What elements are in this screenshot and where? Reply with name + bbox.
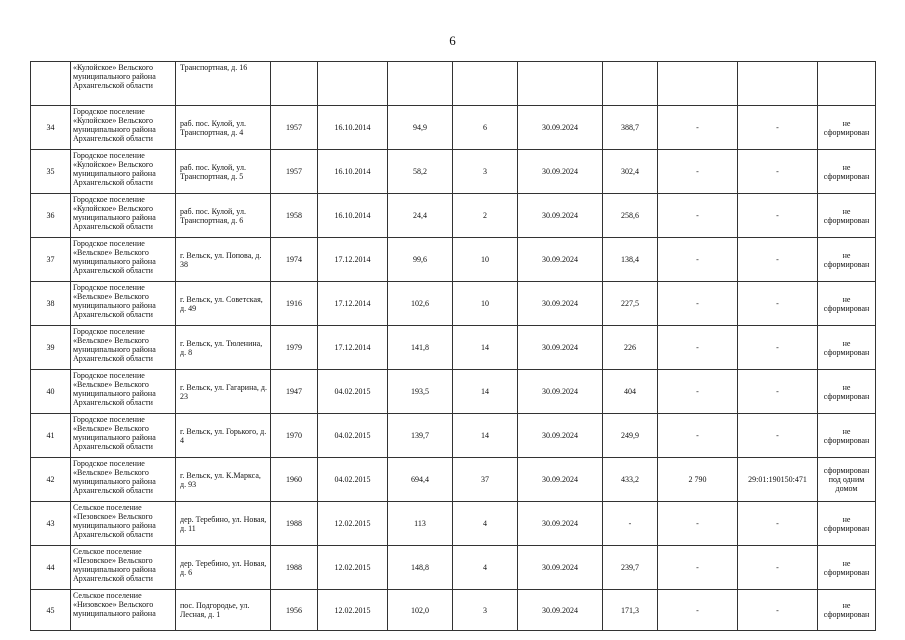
cell-address: г. Вельск, ул. Советская, д. 49 [176,282,271,326]
table-row [31,414,876,458]
cell-people: 6 [453,106,518,150]
cell-settlement: Городское поселение «Вельское» Вельского муниципального района Архангельской области [71,370,176,414]
cell-people: 4 [453,502,518,546]
cell-area: 99,6 [388,238,453,282]
cell-cost: 302,4 [603,150,658,194]
cell-land-area: - [658,106,738,150]
cell-cost: 227,5 [603,282,658,326]
cell-people: 3 [453,590,518,631]
cell-no: 36 [31,194,71,238]
cell-people [453,62,518,106]
cell-land-area: - [658,282,738,326]
cell-area: 694,4 [388,458,453,502]
cell-year: 1988 [271,546,318,590]
cell-year: 1979 [271,326,318,370]
cell-settlement: Городское поселение «Кулойское» Вельского муниципального района Архангельской области [71,194,176,238]
cell-status: не сформирован [818,238,876,282]
cell-cadastral [738,62,818,106]
cell-land-area: - [658,238,738,282]
cell-people: 3 [453,150,518,194]
cell-no: 45 [31,590,71,631]
cell-status: не сформирован [818,414,876,458]
cell-no: 34 [31,106,71,150]
cell-status: не сформирован [818,546,876,590]
cell-date2: 30.09.2024 [518,414,603,458]
cell-settlement: Сельское поселение «Низовское» Вельского муниципального района [71,590,176,631]
cell-no: 39 [31,326,71,370]
cell-date1: 16.10.2014 [318,106,388,150]
cell-address: дер. Теребино, ул. Новая, д. 6 [176,546,271,590]
cell-people: 14 [453,370,518,414]
cell-cadastral: 29:01:190150:471 [738,458,818,502]
cell-address: дер. Теребино, ул. Новая, д. 11 [176,502,271,546]
cell-no: 41 [31,414,71,458]
table-row [31,194,876,238]
cell-address: г. Вельск, ул. Тюленина, д. 8 [176,326,271,370]
cell-land-area: - [658,370,738,414]
cell-date2: 30.09.2024 [518,502,603,546]
cell-cadastral: - [738,370,818,414]
cell-date1: 17.12.2014 [318,326,388,370]
cell-year: 1970 [271,414,318,458]
cell-year: 1947 [271,370,318,414]
cell-year: 1958 [271,194,318,238]
cell-settlement: «Кулойское» Вельского муниципального района Архангельской области [71,62,176,106]
cell-land-area: 2 790 [658,458,738,502]
table-row [31,370,876,414]
cell-cadastral: - [738,106,818,150]
cell-date1: 04.02.2015 [318,458,388,502]
table-body [31,62,876,631]
cell-cost: 138,4 [603,238,658,282]
cell-people: 10 [453,238,518,282]
cell-status: не сформирован [818,590,876,631]
cell-land-area: - [658,194,738,238]
table-row [31,546,876,590]
page-number: 6 [449,33,456,48]
cell-cost: - [603,502,658,546]
cell-cadastral: - [738,326,818,370]
cell-land-area: - [658,150,738,194]
cell-address: г. Вельск, ул. К.Маркса, д. 93 [176,458,271,502]
cell-date1: 12.02.2015 [318,546,388,590]
cell-land-area: - [658,502,738,546]
cell-land-area: - [658,326,738,370]
cell-cost [603,62,658,106]
table-row-continuation [31,62,876,106]
cell-date1: 16.10.2014 [318,150,388,194]
cell-no: 35 [31,150,71,194]
cell-date1: 12.02.2015 [318,590,388,631]
cell-people: 10 [453,282,518,326]
table-row [31,238,876,282]
cell-date1: 17.12.2014 [318,238,388,282]
cell-cadastral: - [738,282,818,326]
cell-year: 1960 [271,458,318,502]
cell-address: раб. пос. Кулой, ул. Транспортная, д. 6 [176,194,271,238]
cell-people: 14 [453,326,518,370]
cell-area: 113 [388,502,453,546]
cell-settlement: Городское поселение «Вельское» Вельского муниципального района Архангельской области [71,326,176,370]
cell-land-area: - [658,590,738,631]
cell-cadastral: - [738,194,818,238]
table-row [31,326,876,370]
cell-date1: 04.02.2015 [318,370,388,414]
cell-date2 [518,62,603,106]
table-row [31,458,876,502]
cell-cost: 171,3 [603,590,658,631]
cell-settlement: Городское поселение «Кулойское» Вельского муниципального района Архангельской области [71,150,176,194]
cell-address: раб. пос. Кулой, ул. Транспортная, д. 5 [176,150,271,194]
cell-status: не сформирован [818,150,876,194]
cell-cost: 249,9 [603,414,658,458]
cell-cadastral: - [738,414,818,458]
cell-date1: 16.10.2014 [318,194,388,238]
cell-people: 2 [453,194,518,238]
cell-year: 1957 [271,106,318,150]
cell-settlement: Городское поселение «Вельское» Вельского муниципального района Архангельской области [71,238,176,282]
cell-no: 43 [31,502,71,546]
cell-no: 44 [31,546,71,590]
cell-status: не сформирован [818,370,876,414]
cell-area: 58,2 [388,150,453,194]
cell-settlement: Городское поселение «Вельское» Вельского муниципального района Архангельской области [71,282,176,326]
cell-status: сформирован под одним домом [818,458,876,502]
cell-date2: 30.09.2024 [518,282,603,326]
cell-people: 37 [453,458,518,502]
cell-land-area: - [658,414,738,458]
cell-settlement: Сельское поселение «Пезовское» Вельского муниципального района Архангельской области [71,546,176,590]
cell-date2: 30.09.2024 [518,106,603,150]
cell-area: 139,7 [388,414,453,458]
cell-status [818,62,876,106]
table-row [31,150,876,194]
cell-area: 193,5 [388,370,453,414]
cell-year [271,62,318,106]
cell-address: Транспортная, д. 16 [176,62,271,106]
cell-address: пос. Подгородье, ул. Лесная, д. 1 [176,590,271,631]
cell-date1: 17.12.2014 [318,282,388,326]
cell-area [388,62,453,106]
cell-address: г. Вельск, ул. Попова, д. 38 [176,238,271,282]
cell-cost: 239,7 [603,546,658,590]
cell-cost: 433,2 [603,458,658,502]
cell-area: 94,9 [388,106,453,150]
cell-address: г. Вельск, ул. Горького, д. 4 [176,414,271,458]
cell-land-area: - [658,546,738,590]
cell-cost: 258,6 [603,194,658,238]
cell-area: 141,8 [388,326,453,370]
cell-no [31,62,71,106]
cell-no: 42 [31,458,71,502]
cell-status: не сформирован [818,194,876,238]
cell-no: 37 [31,238,71,282]
cell-date1 [318,62,388,106]
cell-date2: 30.09.2024 [518,370,603,414]
cell-date2: 30.09.2024 [518,326,603,370]
cell-address: г. Вельск, ул. Гагарина, д. 23 [176,370,271,414]
cell-area: 102,6 [388,282,453,326]
cell-date2: 30.09.2024 [518,546,603,590]
table-row [31,590,876,631]
cell-people: 14 [453,414,518,458]
cell-settlement: Городское поселение «Вельское» Вельского муниципального района Архангельской области [71,414,176,458]
cell-cadastral: - [738,546,818,590]
table-row [31,282,876,326]
cell-date1: 12.02.2015 [318,502,388,546]
cell-year: 1957 [271,150,318,194]
cell-cost: 404 [603,370,658,414]
cell-cadastral: - [738,238,818,282]
cell-year: 1916 [271,282,318,326]
cell-date2: 30.09.2024 [518,590,603,631]
cell-settlement: Сельское поселение «Пезовское» Вельского муниципального района Архангельской области [71,502,176,546]
cell-area: 102,0 [388,590,453,631]
cell-land-area [658,62,738,106]
cell-address: раб. пос. Кулой, ул. Транспортная, д. 4 [176,106,271,150]
cell-cadastral: - [738,150,818,194]
cell-status: не сформирован [818,282,876,326]
cell-year: 1956 [271,590,318,631]
cell-date2: 30.09.2024 [518,150,603,194]
cell-year: 1988 [271,502,318,546]
cell-date2: 30.09.2024 [518,458,603,502]
register-table [30,61,876,631]
cell-people: 4 [453,546,518,590]
cell-area: 148,8 [388,546,453,590]
cell-cadastral: - [738,502,818,546]
cell-year: 1974 [271,238,318,282]
cell-settlement: Городское поселение «Кулойское» Вельского муниципального района Архангельской области [71,106,176,150]
cell-cost: 388,7 [603,106,658,150]
cell-date2: 30.09.2024 [518,238,603,282]
cell-status: не сформирован [818,106,876,150]
table-row [31,502,876,546]
table-row [31,106,876,150]
cell-status: не сформирован [818,502,876,546]
cell-no: 40 [31,370,71,414]
cell-cost: 226 [603,326,658,370]
cell-date1: 04.02.2015 [318,414,388,458]
cell-area: 24,4 [388,194,453,238]
cell-date2: 30.09.2024 [518,194,603,238]
cell-status: не сформирован [818,326,876,370]
cell-cadastral: - [738,590,818,631]
cell-no: 38 [31,282,71,326]
cell-settlement: Городское поселение «Вельское» Вельского муниципального района Архангельской области [71,458,176,502]
